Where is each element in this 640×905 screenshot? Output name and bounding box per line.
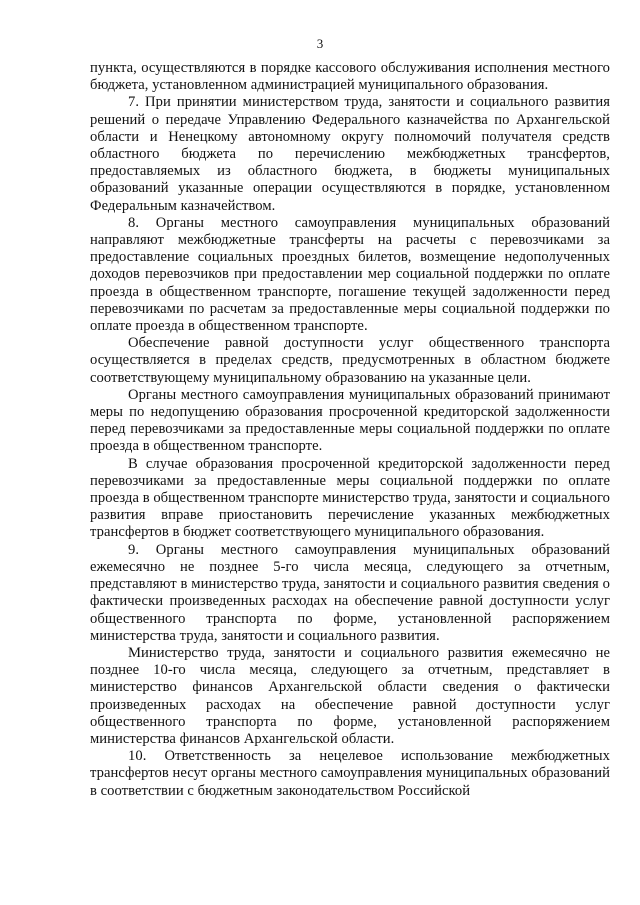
paragraph-continuation: пункта, осуществляются в порядке кассового обслуживания исполнения местного бюджета, установленном администрацией муниципального образования. xyxy=(90,60,610,94)
paragraph-equal-access: Обеспечение равной доступности услуг общественного транспорта осуществляется в пределах средств, предусмотренных в областном бюджете соответствующему муниципальному образованию на указанные цели. xyxy=(90,335,610,386)
paragraph-transfer-suspension: В случае образования просроченной кредиторской задолженности перед перевозчиками за предоставленные меры социальной поддержки по оплате проезда в общественном транспорте министерство труда, занятости и социального развития вправе приостановить перечисление указанных межбюджетных трансфертов в бюджет соответствующего муниципального образования. xyxy=(90,455,610,541)
paragraph-item-10: 10. Ответственность за нецелевое использование межбюджетных трансфертов несут органы местного самоуправления муниципальных образований в соответствии с бюджетным законодательством Российской xyxy=(90,748,610,799)
paragraph-item-8: 8. Органы местного самоуправления муниципальных образований направляют межбюджетные трансферты на расчеты с перевозчиками за предоставление социальных проездных билетов, возмещение недополученных доходов перевозчиков при предоставлении мер социальной поддержки по оплате проезда в общественном транспорте, погашение текущей задолженности перед перевозчиками по расчетам за предоставленные меры социальной поддержки по оплате проезда в общественном транспорте. xyxy=(90,214,610,335)
paragraph-item-9: 9. Органы местного самоуправления муниципальных образований ежемесячно не позднее 5-го числа месяца, следующего за отчетным, представляют в министерство труда, занятости и социального развития сведения о фактически произведенных расходах на обеспечение равной доступности услуг общественного транспорта по форме, установленной распоряжением министерства труда, занятости и социального развития. xyxy=(90,541,610,644)
paragraph-item-7: 7. При принятии министерством труда, занятости и социального развития решений о передаче Управлению Федерального казначейства по Архангельской области и Ненецкому автономному округу полномочий получателя средств областного бюджета по перечислению межбюджетных трансфертов, предоставляемых из областного бюджета, в бюджеты муниципальных образований указанные операции осуществляются в порядке, установленном Федеральным казначейством. xyxy=(90,94,610,214)
page-number: 3 xyxy=(316,36,324,51)
paragraph-ministry-reporting: Министерство труда, занятости и социального развития ежемесячно не позднее 10-го числа месяца, следующего за отчетным, представляет в министерство финансов Архангельской области сведения о фактически произведенных расходах на обеспечение равной доступности услуг общественного транспорта по форме, установленной распоряжением министерства финансов Архангельской области. xyxy=(90,644,610,747)
paragraph-debt-prevention: Органы местного самоуправления муниципальных образований принимают меры по недопущению образования просроченной кредиторской задолженности перед перевозчиками за предоставленные меры социальной поддержки по оплате проезда в общественном транспорте. xyxy=(90,386,610,455)
document-body xyxy=(90,60,610,800)
